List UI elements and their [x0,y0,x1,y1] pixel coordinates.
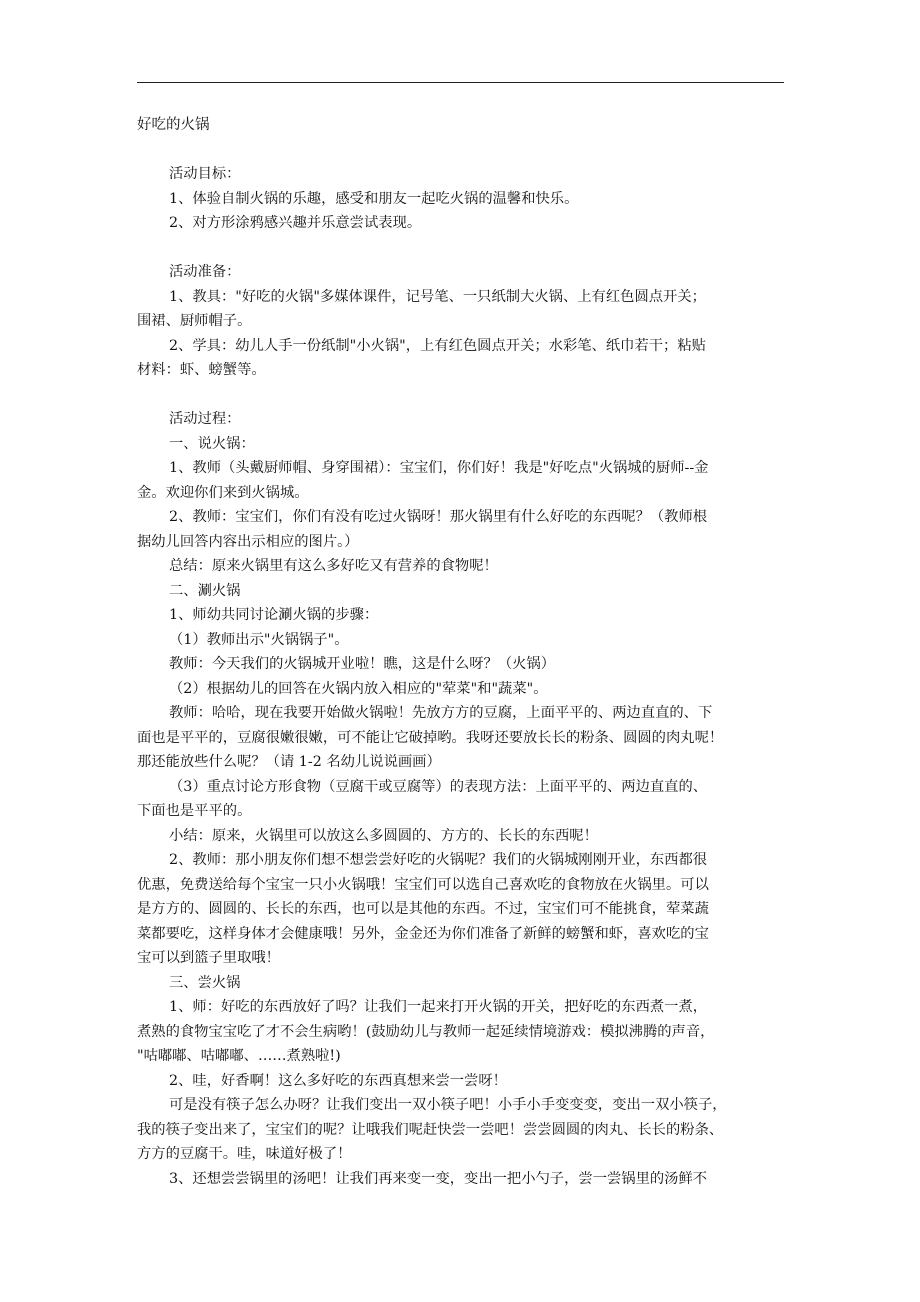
document-title: 好吃的火锅 [137,117,210,133]
paragraph-line: （2）根据幼儿的回答在火锅内放入相应的"荤菜"和"蔬菜"。 [169,680,548,697]
paragraph-line: 1、体验自制火锅的乐趣，感受和朋友一起吃火锅的温馨和快乐。 [169,190,579,207]
blank-line [137,236,785,261]
paragraph-line: 下面也是平平的。 [137,803,252,819]
paragraph-line: 方方的豆腐干。哇，味道好极了！ [137,1146,352,1162]
paragraph-line: 我的筷子变出来了，宝宝们的呢？让哦我们呢赶快尝一尝吧！尝尝圆圆的肉丸、长长的粉条、 [137,1121,724,1138]
paragraph-line: 三、尝火锅 [169,974,241,991]
paragraph-line: 2、教师：那小朋友你们想不想尝尝好吃的火锅呢？我们的火锅城刚刚开业，东西都很 [169,852,708,868]
paragraph-line: 一、说火锅： [169,435,255,452]
paragraph-line: 2、哇，好香啊！这么多好吃的东西真想来尝一尝呀！ [169,1072,507,1089]
paragraph-line: 面也是平平的，豆腐很嫩很嫩，可不能让它破掉哟。我呀还要放长长的粉条、圆圆的肉丸呢！ [137,729,724,746]
paragraph-line: 优惠，免费送给每个宝宝一只小火锅哦！宝宝们可以选自己喜欢吃的食物放在火锅里。可以 [137,876,709,893]
paragraph-line: 2、学具：幼儿人手一份纸制"小火锅"，上有红色圆点开关；水彩笔、纸巾若干；粘贴 [169,337,706,354]
paragraph-line: 是方方的、圆圆的、长长的东西，也可以是其他的东西。不过，宝宝们可不能挑食，荤菜蔬 [137,901,709,917]
paragraph-line: 据幼儿回答内容出示相应的图片。） [137,533,359,550]
paragraph-line: 2、对方形涂鸦感兴趣并乐意尝试表现。 [169,215,422,231]
paragraph-line: 宝可以到篮子里取哦！ [137,950,280,966]
paragraph-line: 总结：原来火锅里有这么多好吃又有营养的食物呢！ [169,558,498,574]
paragraph-line: 材料：虾、螃蟹等。 [137,362,266,378]
paragraph-line: 教师：今天我们的火锅城开业啦！瞧，这是什么呀？（火锅） [169,656,556,672]
paragraph-line: （3）重点讨论方形食物（豆腐干或豆腐等）的表现方法：上面平平的、两边直直的、 [169,778,708,795]
paragraph-line: 1、师幼共同讨论涮火锅的步骤： [169,607,379,623]
paragraph-line: 二、涮火锅 [169,582,241,599]
paragraph-line: 活动过程： [169,411,241,427]
paragraph-line: 教师：哈哈，现在我要开始做火锅啦！先放方方的豆腐，上面平平的、两边直直的、下 [169,705,713,721]
paragraph-line: "咕嘟嘟、咕嘟嘟、……煮熟啦!) [137,1048,341,1064]
paragraph-line: 3、还想尝尝锅里的汤吧！让我们再来变一变，变出一把小勺子，尝一尝锅里的汤鲜不 [169,1170,708,1187]
header-rule [137,82,784,83]
paragraph-line: 金。欢迎你们来到火锅城。 [137,484,309,501]
paragraph-line: 活动准备： [169,264,241,280]
paragraph-line: 围裙、厨师帽子。 [137,313,252,329]
paragraph-line: 菜都要吃，这样身体才会健康哦！另外，金金还为你们准备了新鲜的螃蟹和虾，喜欢吃的宝 [137,925,709,942]
paragraph-line: 1、教师（头戴厨师帽、身穿围裙）：宝宝们，你们好！我是"好吃点"火锅城的厨师--金 [169,460,709,476]
paragraph-line: 煮熟的食物宝宝吃了才不会生病哟！(鼓励幼儿与教师一起延续情境游戏：模拟沸腾的声音， [137,1023,715,1040]
paragraph-line: 1、教具："好吃的火锅"多媒体课件，记号笔、一只纸制大火锅、上有红色圆点开关； [169,288,706,305]
paragraph-line: 活动目标： [169,166,241,182]
blank-line [137,383,785,408]
paragraph-line: （1）教师出示"火锅锅子"。 [169,631,349,648]
document-body [137,162,785,1191]
paragraph-line: 2、教师：宝宝们，你们有没有吃过火锅呀！那火锅里有什么好吃的东西呢？（教师根 [169,509,708,525]
paragraph-line: 可是没有筷子怎么办呀？让我们变出一双小筷子吧！小手小手变变变，变出一双小筷子， [169,1097,727,1113]
paragraph-line: 1、师：好吃的东西放好了吗？让我们一起来打开火锅的开关，把好吃的东西煮一煮， [169,999,708,1015]
paragraph-line: 那还能放些什么呢？（请 1-2 名幼儿说说画画） [137,754,441,770]
paragraph-line: 小结：原来，火锅里可以放这么多圆圆的、方方的、长长的东西呢！ [169,827,598,844]
